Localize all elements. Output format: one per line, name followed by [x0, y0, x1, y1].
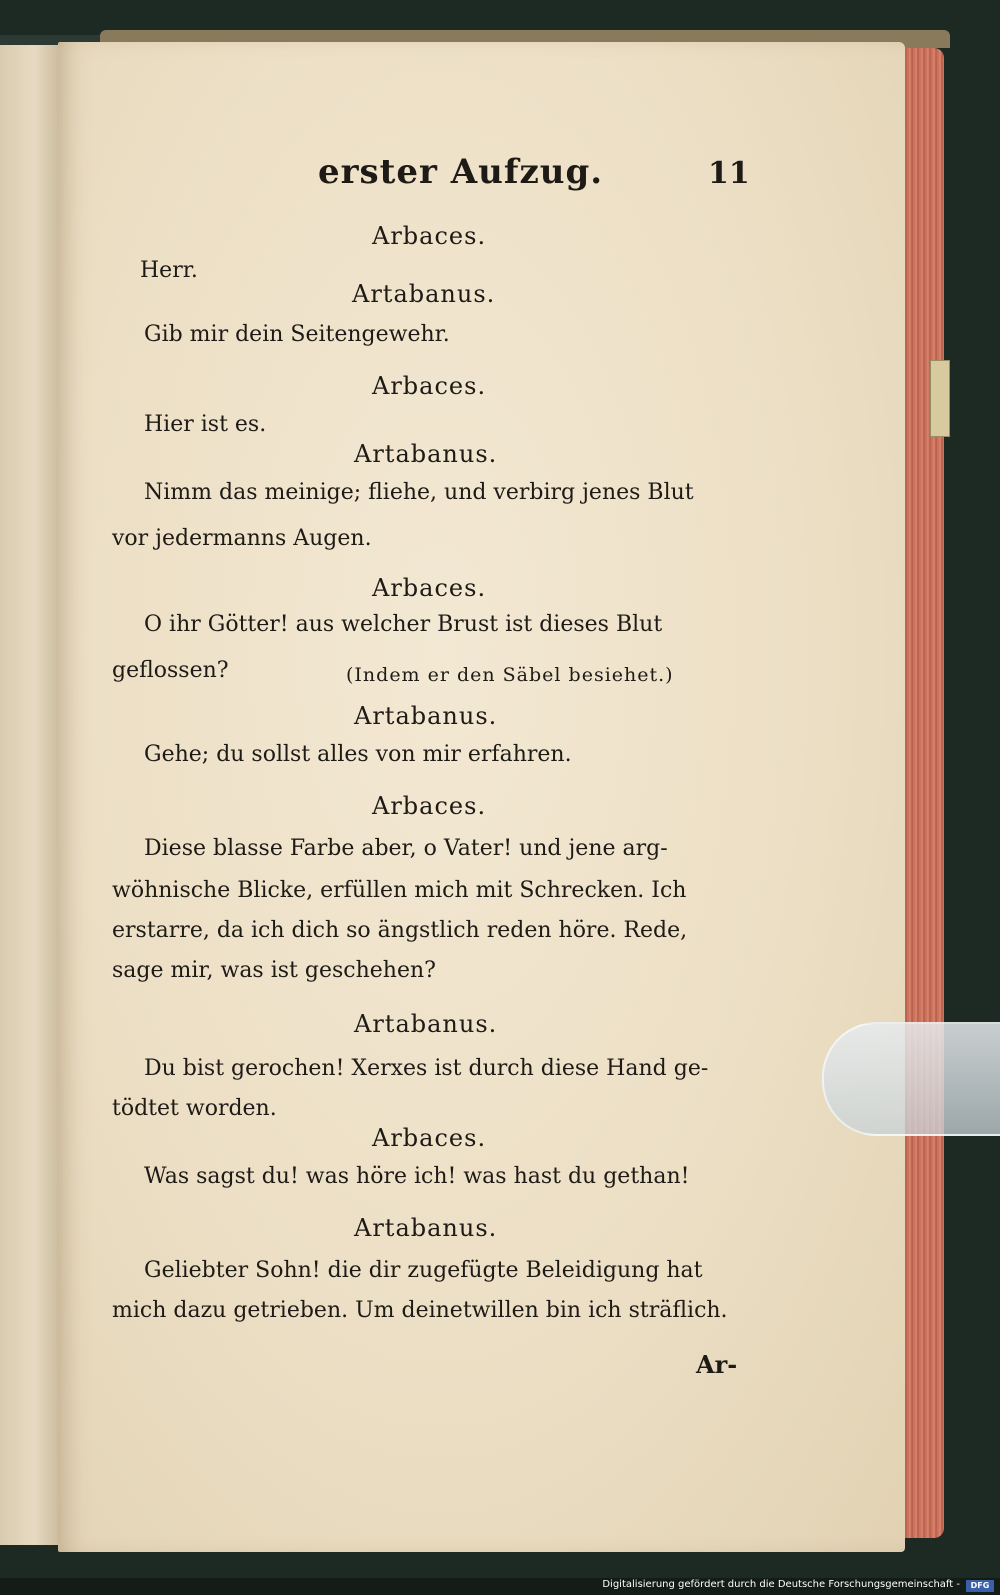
speaker-name: Arbaces. — [372, 372, 487, 400]
speaker-name: Artabanus. — [354, 1214, 498, 1242]
text-line: Herr. — [140, 258, 198, 283]
previous-page-edge — [0, 45, 62, 1545]
speaker-name: Artabanus. — [352, 280, 496, 308]
text-line: Nimm das meinige; fliehe, und verbirg jenes Blut — [144, 480, 694, 505]
text-line: Gib mir dein Seitengewehr. — [144, 322, 450, 347]
running-header: erster Aufzug. — [318, 152, 604, 192]
speaker-name: Arbaces. — [372, 792, 487, 820]
speaker-name: Arbaces. — [372, 1124, 487, 1152]
dfg-logo: DFG — [966, 1580, 994, 1592]
page-clip — [822, 1022, 1000, 1136]
speaker-name: Artabanus. — [354, 440, 498, 468]
catchword: Ar- — [696, 1350, 738, 1379]
text-line: O ihr Götter! aus welcher Brust ist dieses Blut — [144, 612, 663, 637]
text-line: geflossen? — [112, 658, 229, 683]
text-line: Hier ist es. — [144, 412, 267, 437]
speaker-name: Arbaces. — [372, 574, 487, 602]
text-line: tödtet worden. — [112, 1096, 277, 1121]
text-line: Du bist gerochen! Xerxes ist durch diese Hand ge- — [144, 1056, 709, 1081]
text-line: mich dazu getrieben. Um deinetwillen bin ich sträflich. — [112, 1298, 728, 1323]
text-line: Diese blasse Farbe aber, o Vater! und jene arg- — [144, 836, 668, 861]
text-line: vor jedermanns Augen. — [112, 526, 372, 551]
text-line: Was sagst du! was höre ich! was hast du gethan! — [144, 1164, 690, 1189]
footer-credit: Digitalisierung gefördert durch die Deutsche Forschungsgemeinschaft - — [602, 1579, 960, 1590]
text-line: Gehe; du sollst alles von mir erfahren. — [144, 742, 572, 767]
text-line: sage mir, was ist geschehen? — [112, 958, 436, 983]
speaker-name: Artabanus. — [354, 1010, 498, 1038]
bookmark-tab — [930, 360, 950, 437]
speaker-name: Arbaces. — [372, 222, 487, 250]
text-line: Geliebter Sohn! die dir zugefügte Beleidigung hat — [144, 1258, 703, 1283]
page-number: 11 — [708, 156, 750, 191]
text-line: erstarre, da ich dich so ängstlich reden höre. Rede, — [112, 918, 688, 943]
stage-direction: (Indem er den Säbel besiehet.) — [346, 664, 674, 686]
text-line: wöhnische Blicke, erfüllen mich mit Schrecken. Ich — [112, 878, 687, 903]
speaker-name: Artabanus. — [354, 702, 498, 730]
